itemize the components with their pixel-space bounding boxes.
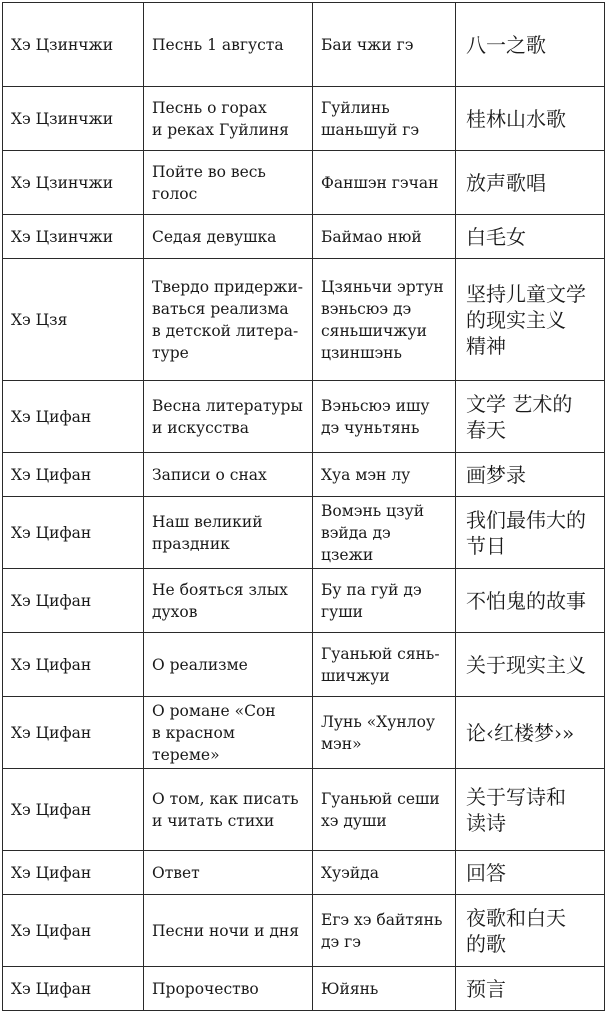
title-translit-cell: Гуаньюй сянь- шичжуи <box>313 633 456 697</box>
title-ru-cell: Песни ночи и дня <box>144 895 313 967</box>
table-row <box>3 569 605 633</box>
title-zh-cell: 预言 <box>456 967 605 1011</box>
title-zh-cell: 关于现实主义 <box>456 633 605 697</box>
author-cell: Хэ Цифан <box>3 697 144 769</box>
author-cell: Хэ Цифан <box>3 967 144 1011</box>
title-translit-cell: Гуаньюй сеши хэ души <box>313 769 456 851</box>
title-ru-cell: Ответ <box>144 851 313 895</box>
title-zh-cell: 坚持儿童文学 的现实主义 精神 <box>456 259 605 381</box>
title-ru-cell: Песнь 1 августа <box>144 3 313 87</box>
title-translit-cell: Егэ хэ байтянь дэ гэ <box>313 895 456 967</box>
author-cell: Хэ Цифан <box>3 569 144 633</box>
title-ru-cell: Песнь о горах и реках Гуйлиня <box>144 87 313 151</box>
title-translit-cell: Бу па гуй дэ гуши <box>313 569 456 633</box>
table-row <box>3 967 605 1011</box>
title-translit-cell: Лунь «Хунлоу мэн» <box>313 697 456 769</box>
author-cell: Хэ Цзинчжи <box>3 3 144 87</box>
title-ru-cell: Весна литературы и искусства <box>144 381 313 453</box>
title-translit-cell: Баймао нюй <box>313 215 456 259</box>
author-cell: Хэ Цифан <box>3 851 144 895</box>
author-cell: Хэ Цифан <box>3 633 144 697</box>
title-translit-cell: Юйянь <box>313 967 456 1011</box>
table-row <box>3 151 605 215</box>
title-translit-cell: Вэньсюэ ишу дэ чуньтянь <box>313 381 456 453</box>
table-row <box>3 851 605 895</box>
title-zh-cell: 不怕鬼的故事 <box>456 569 605 633</box>
table-row <box>3 87 605 151</box>
title-ru-cell: О том, как писать и читать стихи <box>144 769 313 851</box>
title-translit-cell: Баи чжи гэ <box>313 3 456 87</box>
table-row <box>3 697 605 769</box>
title-zh-cell: 桂林山水歌 <box>456 87 605 151</box>
table-row <box>3 895 605 967</box>
title-zh-cell: 白毛女 <box>456 215 605 259</box>
title-ru-cell: Твердо придержи- ваться реализма в детской литера- туре <box>144 259 313 381</box>
title-zh-cell: 关于写诗和 读诗 <box>456 769 605 851</box>
title-ru-cell: Пророчество <box>144 967 313 1011</box>
title-zh-cell: 论‹红楼梦›» <box>456 697 605 769</box>
title-ru-cell: О реализме <box>144 633 313 697</box>
title-translit-cell: Гуйлинь шаньшуй гэ <box>313 87 456 151</box>
table-row <box>3 215 605 259</box>
title-translit-cell: Фаншэн гэчан <box>313 151 456 215</box>
author-cell: Хэ Цифан <box>3 769 144 851</box>
author-cell: Хэ Цифан <box>3 497 144 569</box>
title-zh-cell: 我们最伟大的 节日 <box>456 497 605 569</box>
table-row <box>3 769 605 851</box>
table-row <box>3 259 605 381</box>
title-translit-cell: Хуэйда <box>313 851 456 895</box>
title-ru-cell: Наш великий праздник <box>144 497 313 569</box>
title-translit-cell: Цзяньчи эртун вэньсюэ дэ сяньшичжуи цзиншэнь <box>313 259 456 381</box>
table-row <box>3 381 605 453</box>
author-cell: Хэ Цзинчжи <box>3 151 144 215</box>
author-cell: Хэ Цзинчжи <box>3 87 144 151</box>
author-cell: Хэ Цзя <box>3 259 144 381</box>
title-ru-cell: Седая девушка <box>144 215 313 259</box>
title-zh-cell: 画梦录 <box>456 453 605 497</box>
title-zh-cell: 回答 <box>456 851 605 895</box>
title-ru-cell: Пойте во весь голос <box>144 151 313 215</box>
title-zh-cell: 八一之歌 <box>456 3 605 87</box>
table-row <box>3 3 605 87</box>
author-cell: Хэ Цзинчжи <box>3 215 144 259</box>
works-table <box>2 2 605 1011</box>
title-ru-cell: Не бояться злых духов <box>144 569 313 633</box>
title-zh-cell: 放声歌唱 <box>456 151 605 215</box>
title-translit-cell: Вомэнь цзуй вэйда дэ цзежи <box>313 497 456 569</box>
table-row <box>3 633 605 697</box>
title-translit-cell: Хуа мэн лу <box>313 453 456 497</box>
table-row <box>3 453 605 497</box>
title-ru-cell: Записи о снах <box>144 453 313 497</box>
table-row <box>3 497 605 569</box>
author-cell: Хэ Цифан <box>3 381 144 453</box>
title-ru-cell: О романе «Сон в красном тереме» <box>144 697 313 769</box>
title-zh-cell: 文学 艺术的 春天 <box>456 381 605 453</box>
author-cell: Хэ Цифан <box>3 453 144 497</box>
author-cell: Хэ Цифан <box>3 895 144 967</box>
title-zh-cell: 夜歌和白天 的歌 <box>456 895 605 967</box>
